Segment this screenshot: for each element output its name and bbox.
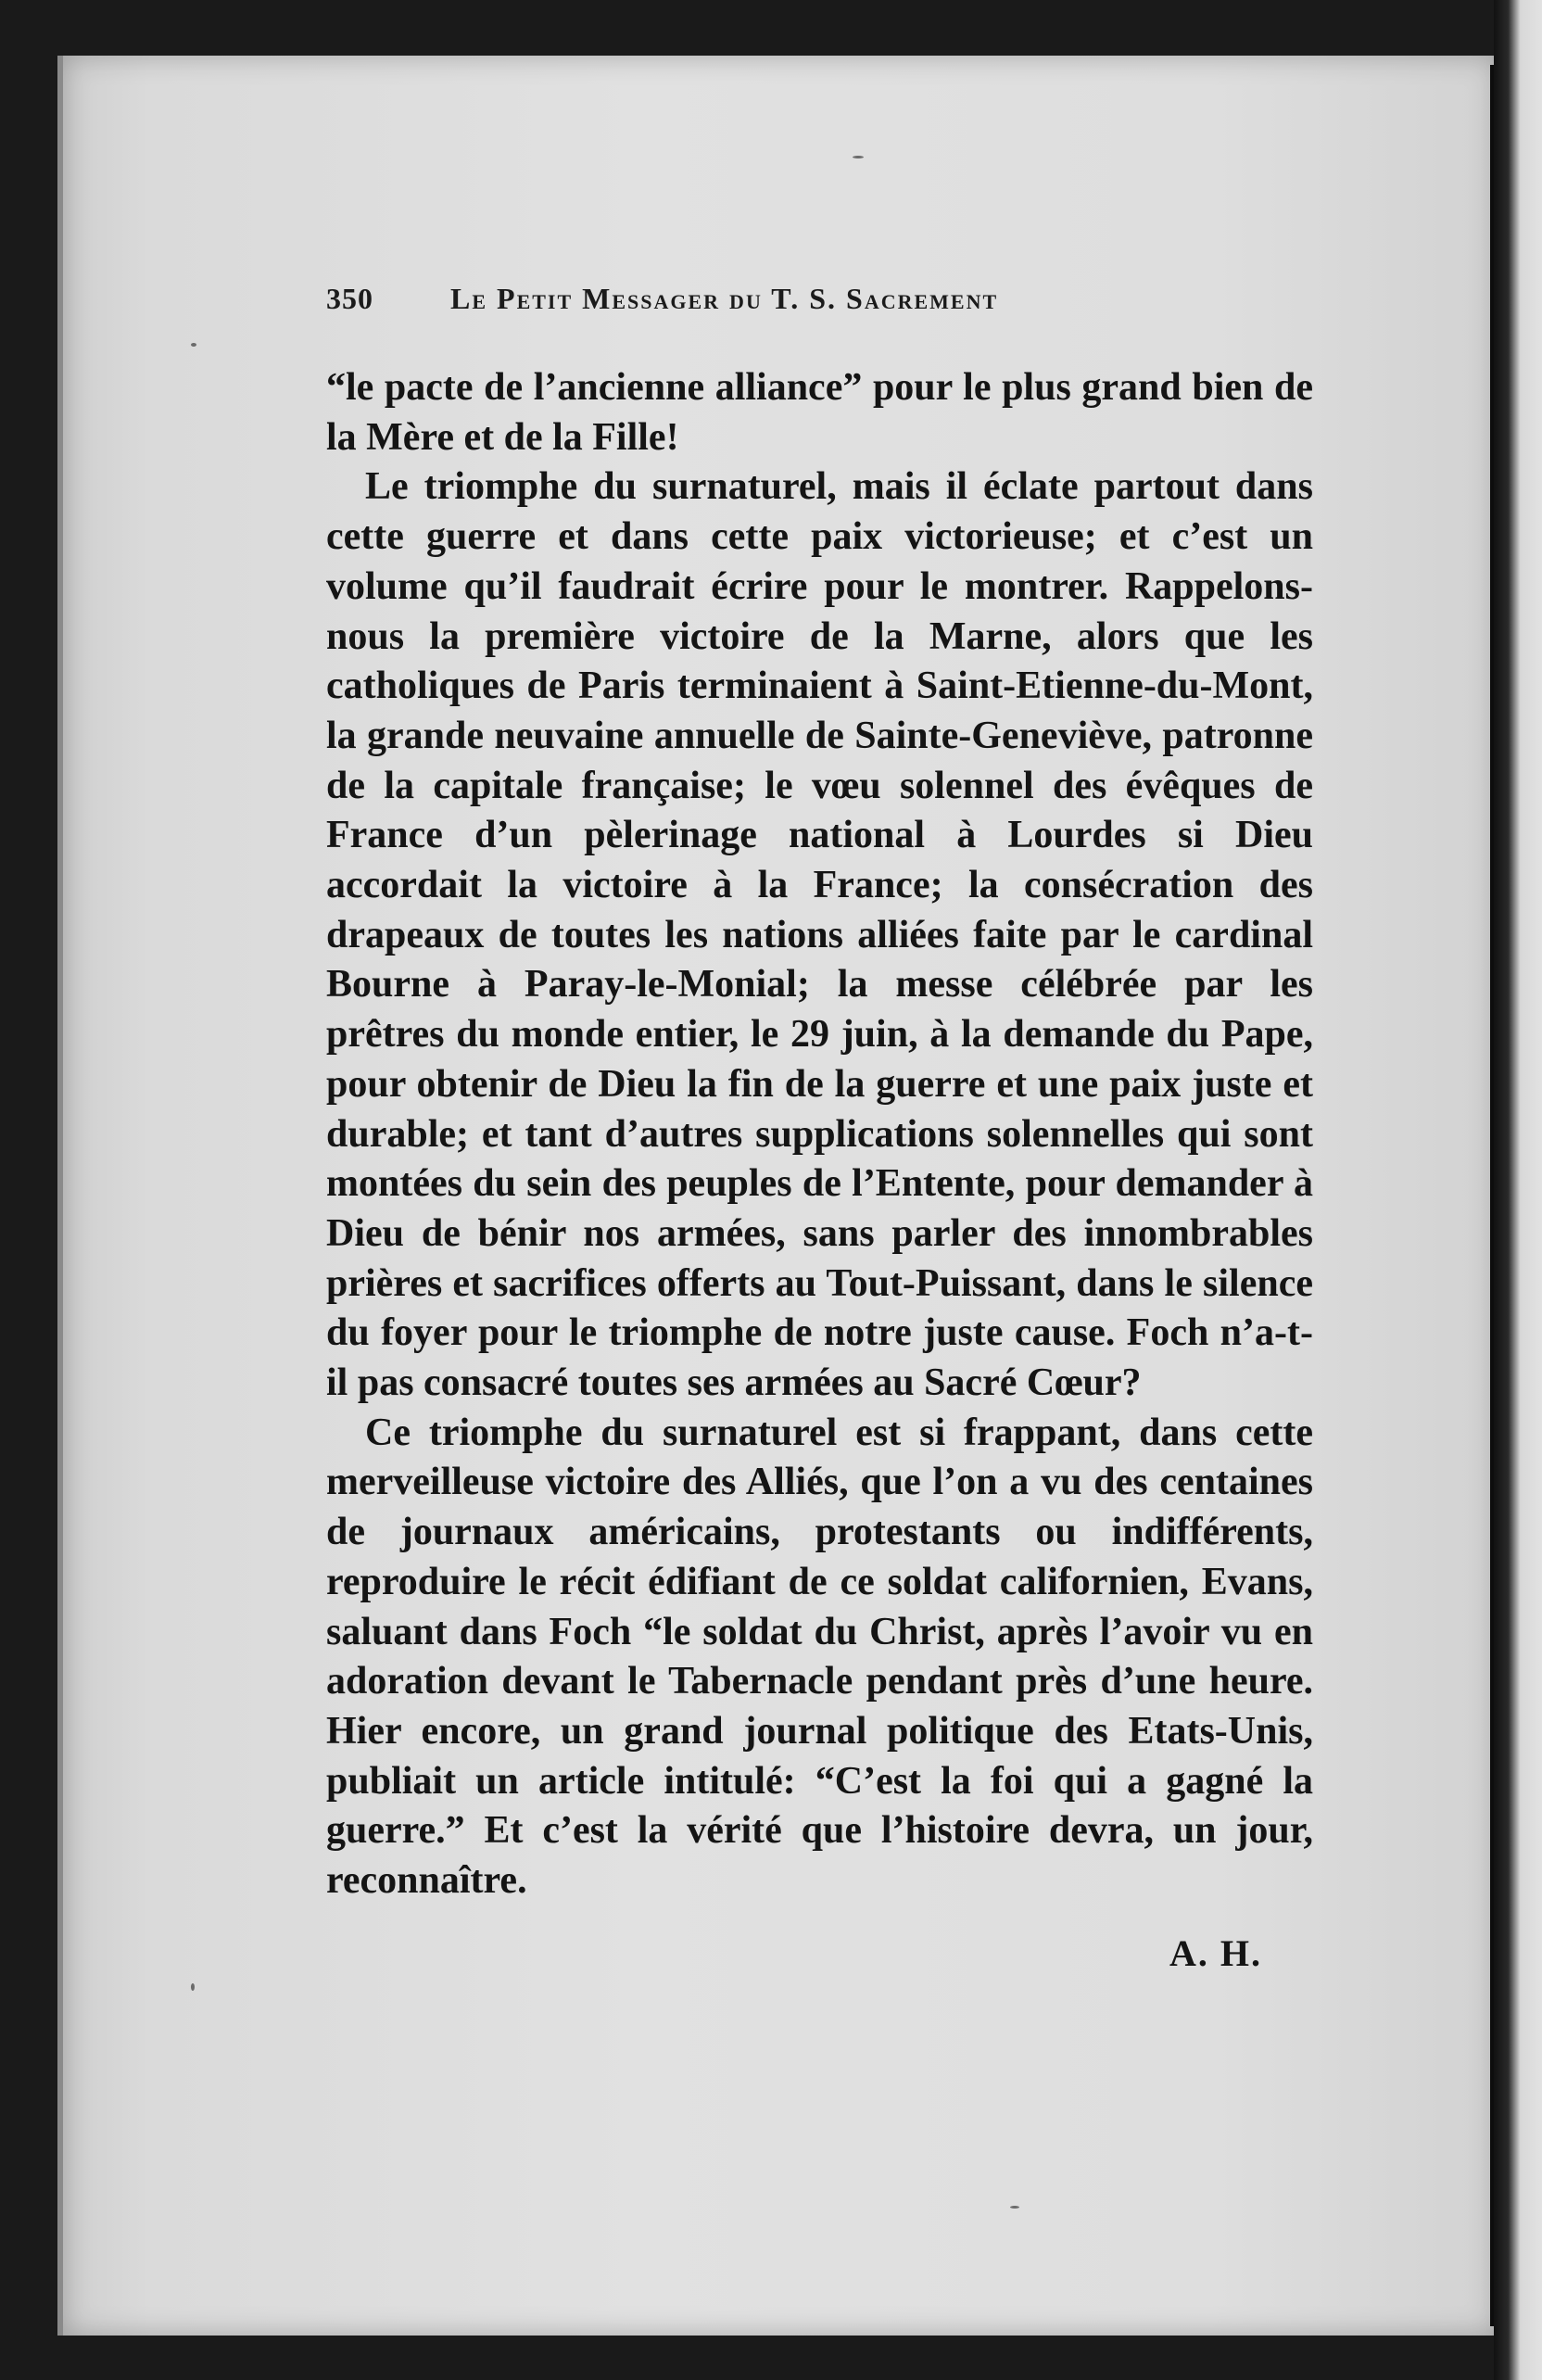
dust-speck: [853, 156, 864, 158]
running-head: [326, 282, 1169, 326]
paragraph: Le triomphe du surnaturel, mais il éclate partout dans cette guerre et dans cette paix victorieuse; et c’est un volume qu’il faudrait écrire pour le montrer. Rappelons-nous la première victoire de la Marne, alors que les catholiques de Paris terminaient à Saint-Etienne-du-Mont, la grande neuvaine annuelle de Sainte-Geneviève, patronne de la capitale française; le vœu solennel des évêques de France d’un pèlerinage national à Lourdes si Dieu accordait la victoire à la France; la consécration des drapeaux de toutes les nations alliées faite par le cardinal Bourne à Paray-le-Monial; la messe célébrée par les prêtres du monde entier, le 29 juin, à la demande du Pape, pour obtenir de Dieu la fin de la guerre et une paix juste et durable; et tant d’autres supplications solennelles qui sont montées du sein des peuples de l’Entente, pour demander à Dieu de bénir nos armées, sans parler des innombrables prières et sacrifices offerts au Tout-Puissant, dans le silence du foyer pour le triomphe de notre juste cause. Foch n’a-t-il pas consacré toutes ses armées au Sacré Cœur?: [326, 465, 1313, 1405]
facing-page-edge: [1494, 0, 1542, 2380]
page-number: 350: [326, 282, 373, 315]
author-signature: A. H.: [1169, 1932, 1262, 1974]
dust-speck: [191, 1983, 195, 1991]
paragraph-continued: “le pacte de l’ancienne alliance” pour le plus grand bien de la Mère et de la Fille!: [326, 366, 1313, 459]
dust-speck: [1010, 2206, 1019, 2209]
article-body: [326, 363, 1313, 1906]
dust-speck: [191, 343, 196, 347]
running-title: Le Petit Messager du T. S. Sacrement: [450, 282, 999, 315]
paragraph: Ce triomphe du surnaturel est si frappant, dans cette merveilleuse victoire des Alliés, que l’on a vu des centaines de journaux américains, protestants ou indifférents, reproduire le récit édifiant de ce soldat californien, Evans, saluant dans Foch “le soldat du Christ, après l’avoir vu en adoration devant le Tabernacle pendant près d’une heure. Hier encore, un grand journal politique des Etats-Unis, publiait un article intitulé: “C’est la foi qui a gagné la guerre.” Et c’est la vérité que l’histoire devra, un jour, reconnaître.: [326, 1411, 1313, 1903]
